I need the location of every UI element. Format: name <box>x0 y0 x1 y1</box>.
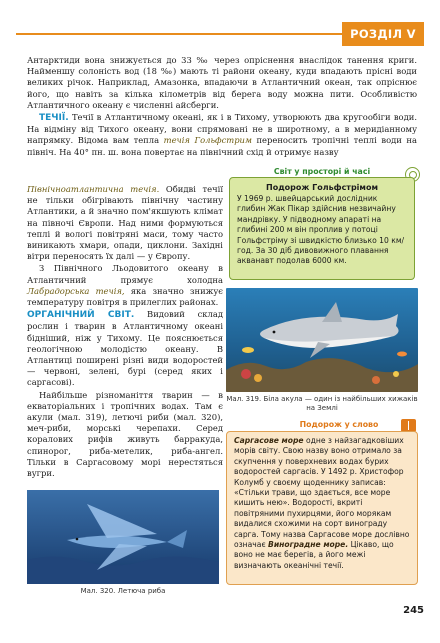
word-box-body <box>226 431 418 585</box>
intro-paragraph <box>27 55 417 158</box>
section-title: РОЗДІЛ V <box>342 22 424 46</box>
intro-text: Антарктиди вона знижується до 33 ‰ через опріснення внаслідок танення криги. Найменшу солоність вод (18 ‰) мають ті райони океану, куди впадають прісні води великих річок. Наприклад, Амазонка, впадаючи в Атлантичний океан, так опріснює його, що навіть за кілька кілометрів від берега воду можна пити. Особливістю Атлантичного океану є численні айсберги. <box>27 55 417 110</box>
world-box-header: Світ у просторі й часі <box>273 167 371 176</box>
labrador-term: Лабрадорська течія, <box>27 285 125 296</box>
world-in-space-time-box <box>226 165 418 283</box>
organic-text-2: Найбільше різноманіття тварин — в екваторіальних і тропічних водах. Там є акули (мал. 319), летючі риби (мал. 320), меч-риби, морські черепахи. Серед коралових рифів живуть барракуда, спинорог, риба-метелик, риба-ангел. Тільки в Саргасовому морі нерестяться вугри. <box>27 389 223 479</box>
world-box-text: У 1969 р. швейцарський дослідник глибин Жак Пікар здійснив незвичайну мандрівку. У підводному апараті на глибині 200 м він проплив у потоці Гольфстріму зі швидкістю близько 10 км/год. За 30 діб дивовижного плавання акванавт подолав 6000 км. <box>237 194 405 266</box>
currents-text-5: яка значно знижує температуру повітря в прилеглих районах. <box>27 285 223 308</box>
currents-keyword: ТЕЧІЇ. <box>39 113 69 124</box>
currents-text-3: Обидві течії не тільки обігрівають північну частину Атлантики, а й значно пом'якшують клімат на півночі Європи. Над ними формуються теплі й вологі повітряні маси, тому часто виникають хмари, опади, циклони. Західні вітри переносять їх далі — у Європу. <box>27 184 224 262</box>
sargasso-term: Саргасове море <box>234 436 304 445</box>
figure-320-caption: Мал. 320. Летюча риба <box>80 587 166 595</box>
flying-fish-photo <box>27 490 219 584</box>
page-number: 245 <box>403 605 424 616</box>
page-header <box>0 22 440 46</box>
currents-text-1: Течії в Атлантичному океані, як і в Тихому, утворюють два кругообіги води. На відміну від Тихого океану, вони спрямовані не в широтному, а в меридіанному напрямку. Відома вам тепла <box>27 112 418 146</box>
currents-text-2: переносить тропічні теплі води на північ. На 40° пн. ш. вона повертає на північний схід й отримує назву <box>27 135 417 157</box>
word-box-text-1: одне з найзагадковіших морів світу. Свою назву воно отримало за скупчення у поверхневих водах бурих водоростей саргасів. У 1492 р. Христофор Колумб у своєму щоденнику записав: «Стільки трави, що здається, все море кишить нею». Водорості, вкриті повітряними пухирцями, його морякам видалися схожими на сорт винограду сарга. Тому назва Саргасове море дослівно означає <box>234 436 410 550</box>
organic-keyword: ОРГАНІЧНИЙ СВІТ. <box>27 310 135 321</box>
word-box-text <box>234 436 410 571</box>
organic-text-1: Видовий склад рослин і тварин в Атлантичному океані бідніший, ніж у Тихому. Це пояснюється геологічною молодістю океану. В Атлантиці поширені різні види водоростей — червоні, зелені, бурі (серед яких і саргасові). <box>27 309 224 388</box>
figure-319-caption: Мал. 319. Біла акула — один із найбільших хижаків на Землі <box>226 395 418 412</box>
world-box-body <box>229 177 415 280</box>
grape-sea-term: Виноградне море. <box>268 540 349 550</box>
currents-paragraph <box>27 112 417 158</box>
north-atlantic-term: Північноатлантична течія. <box>27 184 160 194</box>
gulf-stream-term: течія Гольфстрим <box>163 135 252 146</box>
world-box-title: Подорож Гольфстрімом <box>266 183 378 192</box>
word-journey-box <box>222 420 420 586</box>
shark-photo <box>226 288 418 392</box>
header-rule <box>16 33 348 35</box>
currents-text-4: З Північного Льодовитого океану в Атлантичний прямує холодна <box>27 263 223 285</box>
word-box-header: Подорож у слово <box>299 420 379 429</box>
word-box-text-2: Цікаво, що воно не має берегів, а його межі визначають океанічні течії. <box>234 540 394 570</box>
currents-continued <box>27 184 223 479</box>
